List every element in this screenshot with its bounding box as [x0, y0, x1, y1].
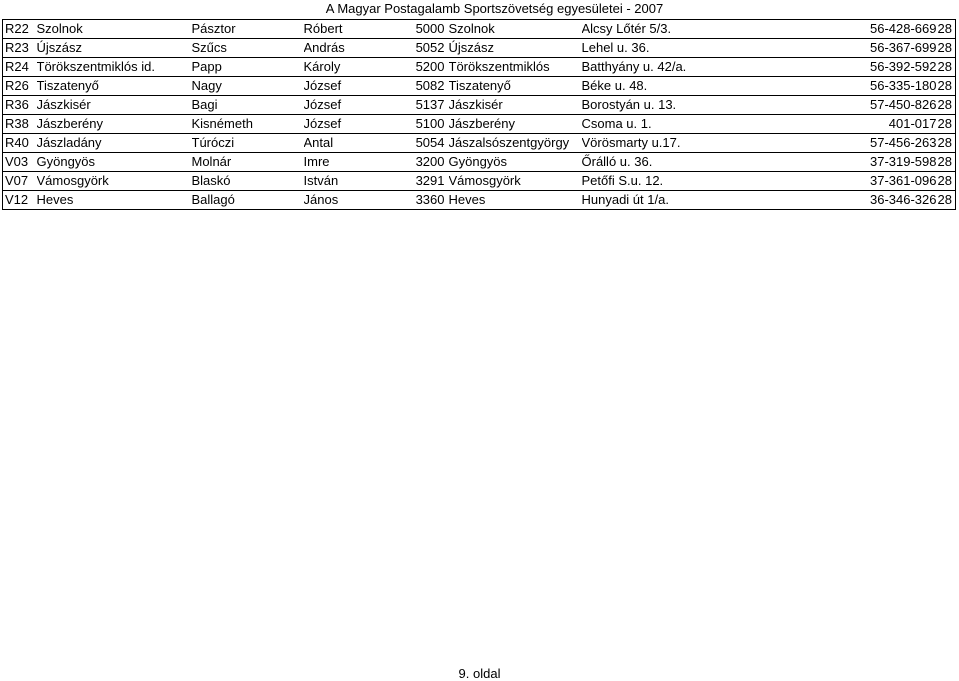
- cell-club-town: Jászkisér: [37, 96, 192, 115]
- cell-region-code: 28: [937, 153, 956, 172]
- cell-first-name: Antal: [304, 134, 411, 153]
- cell-last-name: Túróczi: [192, 134, 304, 153]
- cell-city: Jászalsószentgyörgy: [449, 134, 582, 153]
- page-title: A Magyar Postagalamb Sportszövetség egyesületei - 2007: [325, 1, 664, 16]
- cell-club-town: Gyöngyös: [37, 153, 192, 172]
- cell-club-id: V07: [3, 172, 37, 191]
- cell-city: Jászberény: [449, 115, 582, 134]
- cell-city: Törökszentmiklós: [449, 58, 582, 77]
- cell-street-address: Alcsy Lőtér 5/3.: [582, 20, 754, 39]
- cell-club-id: R22: [3, 20, 37, 39]
- cell-phone: 57-456-263: [754, 134, 937, 153]
- cell-first-name: József: [304, 96, 411, 115]
- cell-last-name: Nagy: [192, 77, 304, 96]
- cell-first-name: Imre: [304, 153, 411, 172]
- cell-club-town: Jászberény: [37, 115, 192, 134]
- cell-first-name: János: [304, 191, 411, 210]
- cell-first-name: András: [304, 39, 411, 58]
- cell-city: Gyöngyös: [449, 153, 582, 172]
- cell-zip-code: 5100: [411, 115, 449, 134]
- cell-street-address: Lehel u. 36.: [582, 39, 754, 58]
- cell-club-id: R26: [3, 77, 37, 96]
- cell-region-code: 28: [937, 134, 956, 153]
- table-row: [3, 172, 956, 191]
- cell-phone: 36-346-326: [754, 191, 937, 210]
- cell-phone: 56-428-669: [754, 20, 937, 39]
- cell-club-id: R36: [3, 96, 37, 115]
- cell-phone: 56-367-699: [754, 39, 937, 58]
- cell-street-address: Petőfi S.u. 12.: [582, 172, 754, 191]
- cell-club-id: R40: [3, 134, 37, 153]
- cell-last-name: Blaskó: [192, 172, 304, 191]
- cell-region-code: 28: [937, 96, 956, 115]
- cell-last-name: Pásztor: [192, 20, 304, 39]
- cell-club-town: Törökszentmiklós id.: [37, 58, 192, 77]
- cell-club-id: V12: [3, 191, 37, 210]
- cell-last-name: Kisnémeth: [192, 115, 304, 134]
- table-row: [3, 20, 956, 39]
- cell-zip-code: 5054: [411, 134, 449, 153]
- cell-region-code: 28: [937, 58, 956, 77]
- cell-first-name: István: [304, 172, 411, 191]
- clubs-table-body: [3, 20, 956, 210]
- cell-city: Heves: [449, 191, 582, 210]
- table-row: [3, 115, 956, 134]
- cell-city: Tiszatenyő: [449, 77, 582, 96]
- cell-zip-code: 3360: [411, 191, 449, 210]
- cell-last-name: Szűcs: [192, 39, 304, 58]
- cell-club-id: R38: [3, 115, 37, 134]
- cell-street-address: Vörösmarty u.17.: [582, 134, 754, 153]
- table-row: [3, 134, 956, 153]
- table-row: [3, 77, 956, 96]
- cell-club-town: Vámosgyörk: [37, 172, 192, 191]
- cell-club-id: R23: [3, 39, 37, 58]
- cell-first-name: Károly: [304, 58, 411, 77]
- cell-club-id: R24: [3, 58, 37, 77]
- cell-zip-code: 5052: [411, 39, 449, 58]
- cell-city: Jászkisér: [449, 96, 582, 115]
- cell-first-name: József: [304, 77, 411, 96]
- page-number: 9. oldal: [458, 666, 501, 681]
- cell-region-code: 28: [937, 77, 956, 96]
- cell-club-town: Újszász: [37, 39, 192, 58]
- cell-club-town: Szolnok: [37, 20, 192, 39]
- cell-city: Szolnok: [449, 20, 582, 39]
- cell-zip-code: 3200: [411, 153, 449, 172]
- cell-phone: 37-361-096: [754, 172, 937, 191]
- cell-street-address: Hunyadi út 1/a.: [582, 191, 754, 210]
- cell-zip-code: 5082: [411, 77, 449, 96]
- cell-zip-code: 5000: [411, 20, 449, 39]
- cell-zip-code: 5200: [411, 58, 449, 77]
- cell-region-code: 28: [937, 191, 956, 210]
- cell-city: Újszász: [449, 39, 582, 58]
- cell-region-code: 28: [937, 39, 956, 58]
- table-row: [3, 191, 956, 210]
- table-row: [3, 153, 956, 172]
- cell-club-id: V03: [3, 153, 37, 172]
- cell-city: Vámosgyörk: [449, 172, 582, 191]
- cell-first-name: József: [304, 115, 411, 134]
- cell-street-address: Borostyán u. 13.: [582, 96, 754, 115]
- cell-region-code: 28: [937, 20, 956, 39]
- cell-street-address: Béke u. 48.: [582, 77, 754, 96]
- cell-last-name: Bagi: [192, 96, 304, 115]
- cell-phone: 37-319-598: [754, 153, 937, 172]
- cell-last-name: Papp: [192, 58, 304, 77]
- cell-street-address: Őrálló u. 36.: [582, 153, 754, 172]
- cell-zip-code: 5137: [411, 96, 449, 115]
- cell-phone: 56-335-180: [754, 77, 937, 96]
- cell-phone: 401-017: [754, 115, 937, 134]
- cell-phone: 57-450-826: [754, 96, 937, 115]
- cell-region-code: 28: [937, 172, 956, 191]
- cell-first-name: Róbert: [304, 20, 411, 39]
- table-row: [3, 58, 956, 77]
- cell-street-address: Batthyány u. 42/a.: [582, 58, 754, 77]
- cell-phone: 56-392-592: [754, 58, 937, 77]
- cell-zip-code: 3291: [411, 172, 449, 191]
- cell-street-address: Csoma u. 1.: [582, 115, 754, 134]
- cell-last-name: Molnár: [192, 153, 304, 172]
- table-row: [3, 96, 956, 115]
- cell-region-code: 28: [937, 115, 956, 134]
- table-row: [3, 39, 956, 58]
- cell-club-town: Jászladány: [37, 134, 192, 153]
- cell-club-town: Heves: [37, 191, 192, 210]
- clubs-table: [2, 19, 956, 210]
- cell-club-town: Tiszatenyő: [37, 77, 192, 96]
- cell-last-name: Ballagó: [192, 191, 304, 210]
